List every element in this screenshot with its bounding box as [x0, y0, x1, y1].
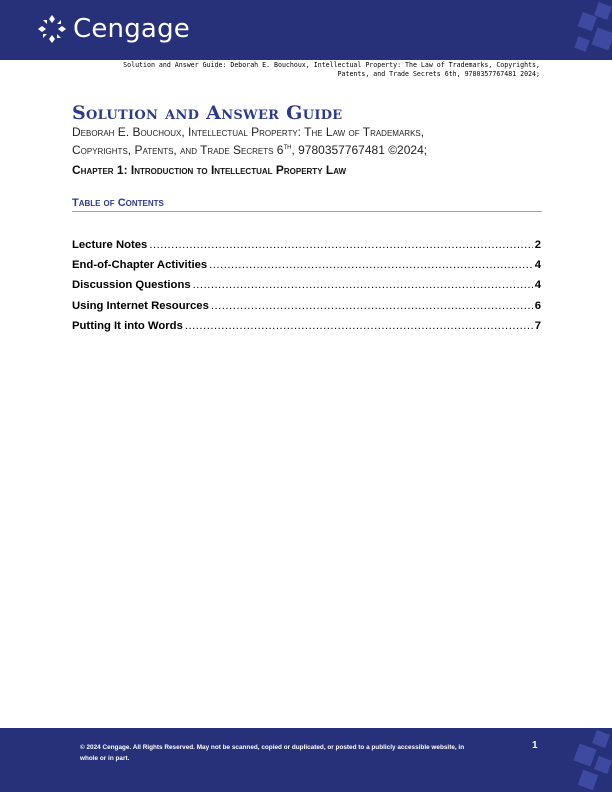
toc-entry-label[interactable]: Discussion Questions — [72, 279, 191, 292]
toc-entry-label[interactable]: Putting It into Words — [72, 319, 183, 332]
running-header-line-1: Solution and Answer Guide: Deborah E. Bouchoux, Intellectual Property: The Law of Trademarks, Copyrights, — [123, 61, 540, 69]
toc-leader-dots — [193, 279, 533, 291]
toc-entry-label[interactable]: End-of-Chapter Activities — [72, 259, 208, 272]
toc-leader-dots — [149, 239, 532, 251]
copyright-notice: © 2024 Cengage. All Rights Reserved. May not be scanned, copied or duplicated, or posted to a publicly accessible website, in whole or in part. — [80, 744, 465, 762]
chapter-heading: Chapter 1: Introduction to Intellectual Property Law — [72, 163, 347, 177]
toc-entry-page[interactable]: 7 — [534, 319, 541, 332]
subtitle-line-2-end: , 9780357767481 ©2024; — [291, 143, 428, 157]
toc-entry-label[interactable]: Using Internet Resources — [72, 299, 209, 312]
toc-entry[interactable] — [72, 300, 541, 320]
toc-entry[interactable] — [72, 320, 541, 340]
document-title: Solution and Answer Guide — [72, 102, 343, 124]
toc-entry-page[interactable]: 4 — [534, 279, 541, 292]
toc-entry[interactable] — [72, 239, 541, 259]
edition-superscript: TH — [283, 145, 292, 151]
toc-entry-page[interactable]: 6 — [534, 299, 541, 312]
header-bar — [0, 0, 612, 60]
subtitle-line-1: Deborah E. Bouchoux, Intellectual Property: The Law of Trademarks, — [72, 125, 425, 139]
toc-entry-label[interactable]: Lecture Notes — [72, 239, 148, 251]
toc-leader-dots — [209, 259, 533, 271]
decorative-squares-icon — [572, 0, 612, 60]
cengage-logo — [37, 14, 190, 44]
toc-heading: Table of Contents — [72, 196, 542, 212]
running-header — [30, 61, 540, 79]
toc-leader-dots — [185, 320, 533, 332]
toc-entry-page[interactable]: 2 — [534, 239, 541, 251]
subtitle-line-2 — [72, 140, 542, 158]
footer-bar — [0, 728, 612, 792]
brand-name: Cengage — [73, 14, 190, 44]
subtitle-line-2-start: Copyrights, Patents, and Trade Secrets 6 — [72, 143, 284, 157]
running-header-line-2: Patents, and Trade Secrets 6th, 9780357767481 2024; — [337, 70, 540, 78]
toc-entry[interactable] — [72, 279, 541, 299]
page-number: 1 — [532, 740, 538, 751]
toc-entry[interactable] — [72, 259, 541, 279]
document-subtitle — [72, 124, 542, 158]
table-of-contents — [72, 239, 541, 340]
cengage-logo-icon — [37, 14, 67, 44]
toc-leader-dots — [211, 300, 533, 312]
toc-entry-page[interactable]: 4 — [534, 259, 541, 272]
decorative-squares-icon — [570, 728, 612, 792]
